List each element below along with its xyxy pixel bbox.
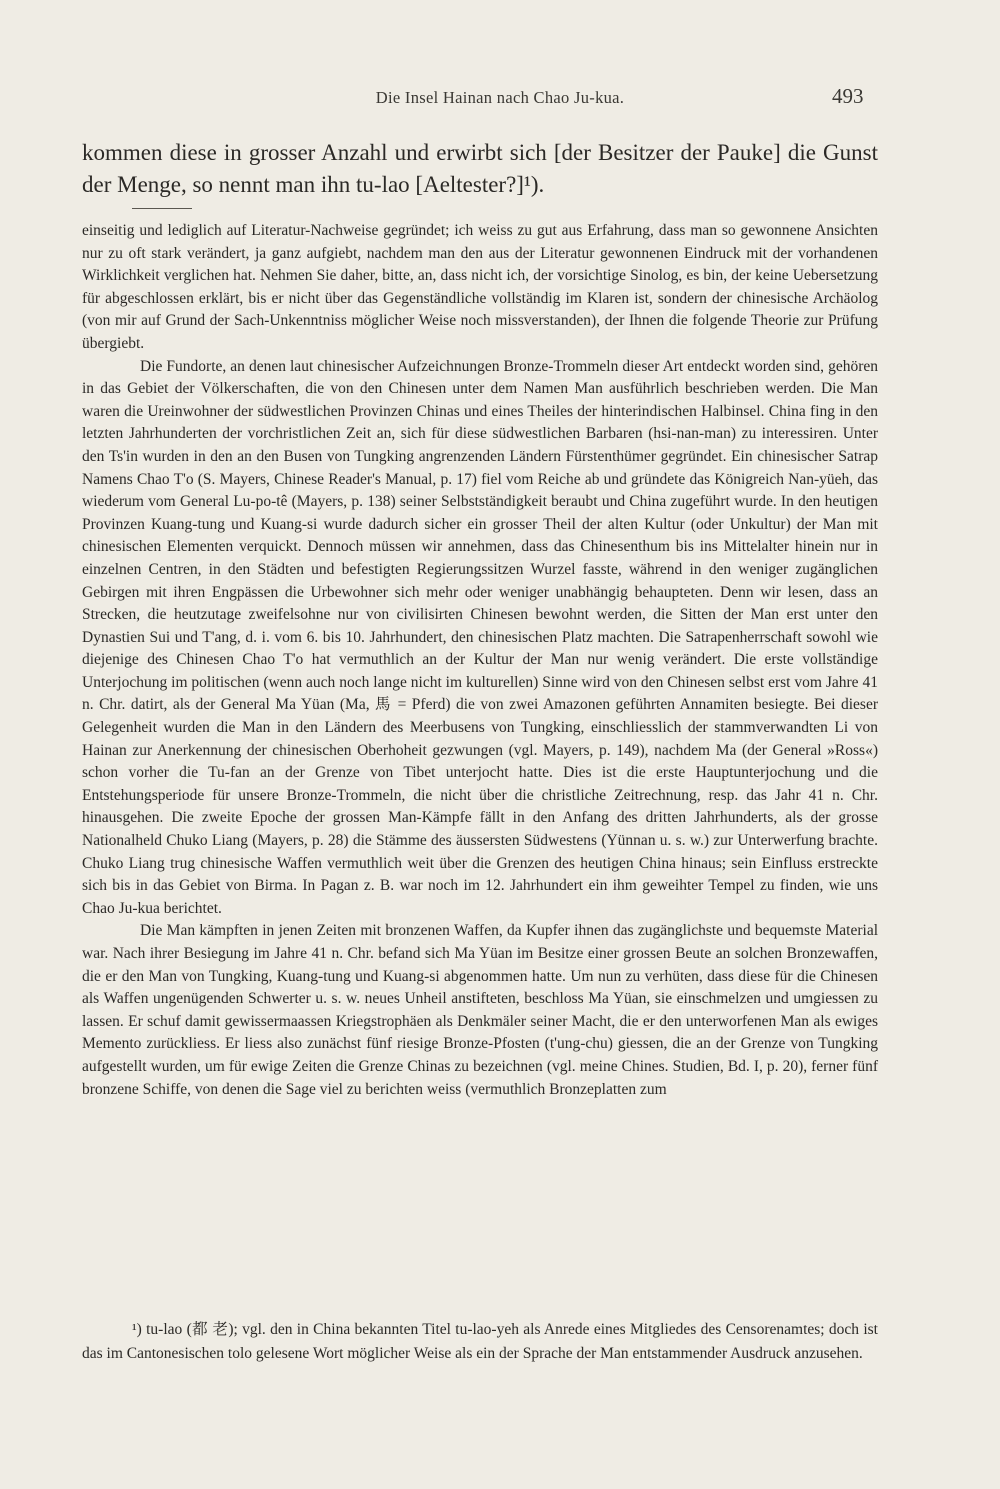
footnote-divider [132, 208, 192, 209]
footnote-block [82, 1318, 878, 1365]
body-paragraph-2: Die Fundorte, an denen laut chinesischer Aufzeichnungen Bronze-Trommeln dieser Art entdeckt worden sind, gehören in das Gebiet der Völkerschaften, die von den Chinesen unter dem Namen Man ausführlich beschrieben werden. Die Man waren die Ureinwohner der südwestlichen Provinzen Chinas und eines Theiles der hinterindischen Halbinsel. China fing in den letzten Jahrhunderten der vorchristlichen Zeit an, sich für diese südwestlichen Barbaren (hsi-nan-man) zu interessiren. Unter den Ts'in wurden in den an den Busen von Tungking angrenzenden Ländern Fürstenthümer gegründet. Ein chinesischer Satrap Namens Chao T'o (S. Mayers, Chinese Reader's Manual, p. 17) fiel vom Reiche ab und gründete das Königreich Nan-yüeh, das wiederum vom General Lu-po-tê (Mayers, p. 138) seiner Selbstständigkeit beraubt und China zugeführt wurde. In den heutigen Provinzen Kuang-tung und Kuang-si wurde dadurch sicher ein grosser Theil der alten Kultur (oder Unkultur) der Man mit chinesischen Elementen verquickt. Dennoch müssen wir annehmen, dass das Chinesenthum bis ins Mittelalter hinein nur in einzelnen Centren, in den Städten und befestigten Regierungssitzen Wurzel fasste, während in den weniger zugänglichen Gebirgen mit ihren Engpässen die Urbewohner sich mehr oder weniger unabhängig behaupteten. Denn wir lesen, dass an Strecken, die heutzutage zweifelsohne nur von civilisirten Chinesen bewohnt werden, die Sitten der Man erst unter den Dynastien Sui und T'ang, d. i. vom 6. bis 10. Jahrhundert, den chinesischen Platz machten. Die Satrapenherrschaft sowohl wie diejenige des Chinesen Chao T'o hat vermuthlich an der Kultur der Man nur wenig verändert. Die erste vollständige Unterjochung im politischen (wenn auch noch lange nicht im kulturellen) Sinne wird von den Chinesen selbst erst vom Jahre 41 n. Chr. datirt, als der General Ma Yüan (Ma, 馬 = Pferd) die von zwei Amazonen geführten Annamiten besiegte. Bei dieser Gelegenheit wurden die Man in den Ländern des Meerbusens von Tungking, einschliesslich der stammverwandten Li von Hainan zur Anerkennung der chinesischen Oberhoheit gezwungen (vgl. Mayers, p. 149), nachdem Ma (der General »Ross«) schon vorher die Tu-fan an der Grenze von Tibet unterjocht hatte. Dies ist die erste Hauptunterjochung und die Entstehungsperiode für unsere Bronze-Trommeln, die nicht über die christliche Zeitrechnung, resp. das Jahr 41 n. Chr. hinausgehen. Die zweite Epoche der grossen Man-Kämpfe fällt in den Anfang des dritten Jahrhunderts, als der grosse Nationalheld Chuko Liang (Mayers, p. 28) die Stämme des äussersten Südwestens (Yünnan u. s. w.) zur Unterwerfung brachte. Chuko Liang trug chinesische Waffen vermuthlich weit über die Grenzen des heutigen China hinaus; sein Einfluss erstreckte sich bis in das Gebiet von Birma. In Pagan z. B. war noch im 12. Jahrhundert ein ihm geweihter Tempel zu finden, wie uns Chao Ju-kua berichtet. [82, 357, 878, 917]
top-paragraph: kommen diese in grosser Anzahl und erwirbt sich [der Besitzer der Pauke] die Gunst der Menge, so nennt man ihn tu-lao [Aeltester?]¹). [82, 140, 878, 197]
body-paragraph-1: einseitig und lediglich auf Literatur-Nachweise gegründet; ich weiss zu gut aus Erfahrung, dass man so gewonnene Ansichten nur zu oft stark verändert, ja ganz aufgiebt, nachdem man den aus der Literatur gewonnenen Eindruck mit der vorhandenen Wirklichkeit verglichen hat. Nehmen Sie daher, bitte, an, dass nicht ich, der vorsichtige Sinolog, es bin, der keine Uebersetzung für abgeschlossen erklärt, bis er nicht über das Gegenständliche vollständig im Klaren ist, sondern der chinesische Archäolog (von mir auf Grund der Sach-Unkenntniss möglicher Weise noch missverstanden), der Ihnen die folgende Theorie zur Prüfung übergiebt. [82, 222, 878, 352]
body-paragraph-3: Die Man kämpften in jenen Zeiten mit bronzenen Waffen, da Kupfer ihnen das zugänglichste und bequemste Material war. Nach ihrer Besiegung im Jahre 41 n. Chr. befand sich Ma Yüan im Besitze einer grossen Beute an solchen Bronzewaffen, die er den Man von Tungking, Kuang-tung und Kuang-si abgenommen hatte. Um nun zu verhüten, dass diese für die Chinesen als Waffen ungenügenden Schwerter u. s. w. neues Unheil anstifteten, beschloss Ma Yüan, sie einschmelzen und umgiessen zu lassen. Er schuf damit gewissermaassen Kriegstrophäen als Denkmäler seiner Macht, die er den unterworfenen Man als ewiges Memento zurückliess. Er liess also zunächst fünf riesige Bronze-Pfosten (t'ung-chu) giessen, die an der Grenze von Tungking aufgestellt wurden, um für ewige Zeiten die Grenze Chinas zu bezeichnen (vgl. meine Chines. Studien, Bd. I, p. 20), ferner fünf bronzene Schiffe, von denen die Sage viel zu berichten weiss (vermuthlich Bronzeplatten zum [82, 922, 878, 1098]
top-paragraph-block [82, 137, 878, 201]
body-text [82, 220, 878, 1101]
page-number: 493 [832, 84, 864, 108]
footnote-1: ¹) tu-lao (都 老); vgl. den in China bekannten Titel tu-lao-yeh als Anrede eines Mitgliedes des Censorenamtes; doch ist das im Cantonesischen tolo gelesene Wort möglicher Weise als ein der Sprache der Man entstammender Ausdruck anzusehen. [82, 1321, 878, 1362]
running-title: Die Insel Hainan nach Chao Ju-kua. [375, 88, 625, 107]
